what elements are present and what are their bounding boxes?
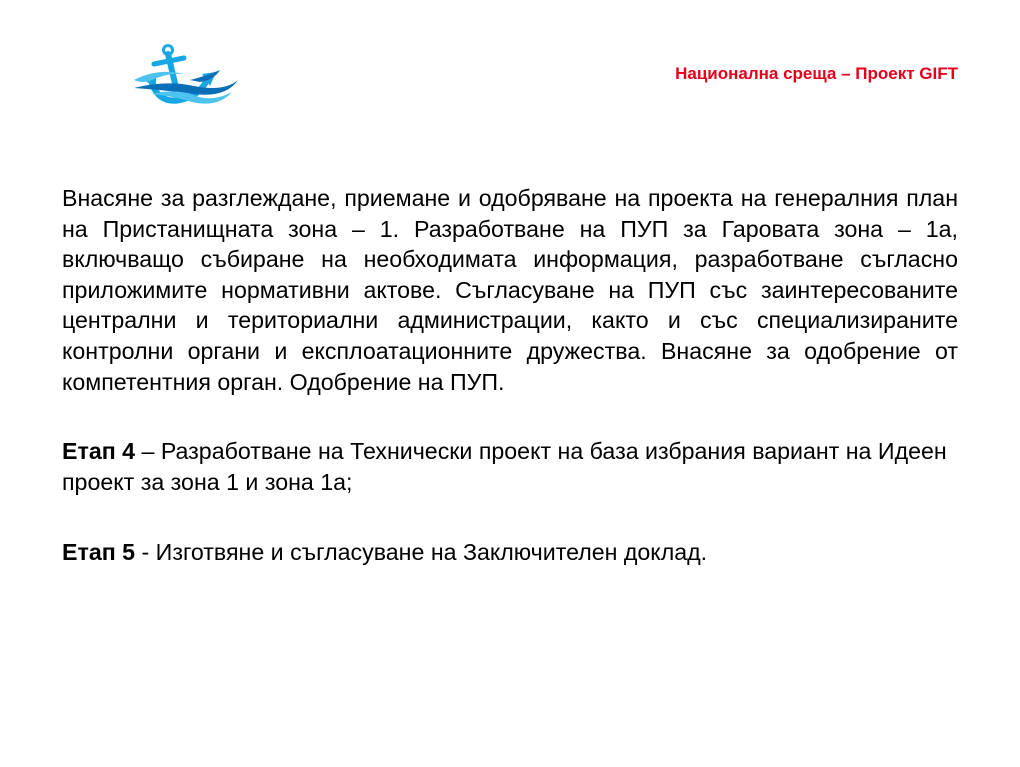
stage-4-text: – Разработване на Технически проект на база избрания вариант на Идеен проект за зона 1 и зона 1а; [62,438,947,495]
stage-5-item [62,537,958,568]
stage-5-text: - Изготвяне и съгласуване на Заключителен доклад. [135,539,708,566]
page-title: Национална среща – Проект GIFT [675,64,958,83]
stage-4-item [62,436,958,497]
stage-5-label: Етап 5 [62,539,136,566]
anchor-wave-icon [130,40,240,112]
stage-4-label: Етап 4 [62,438,136,465]
slide-content [62,183,958,608]
body-paragraph: Внасяне за разглеждане, приемане и одобряване на проекта на генералния план на Пристанищната зона – 1. Разработване на ПУП за Гаровата зона – 1а, включващо събиране на необходимата информация, разработване съгласно приложимите нормативни актове. Съгласуване на ПУП със заинтересованите централни и териториални администрации, както и със специализираните контролни органи и експлоатационните дружества. Внасяне за одобрение от компетентния орган. Одобрение на ПУП. [62,185,958,395]
